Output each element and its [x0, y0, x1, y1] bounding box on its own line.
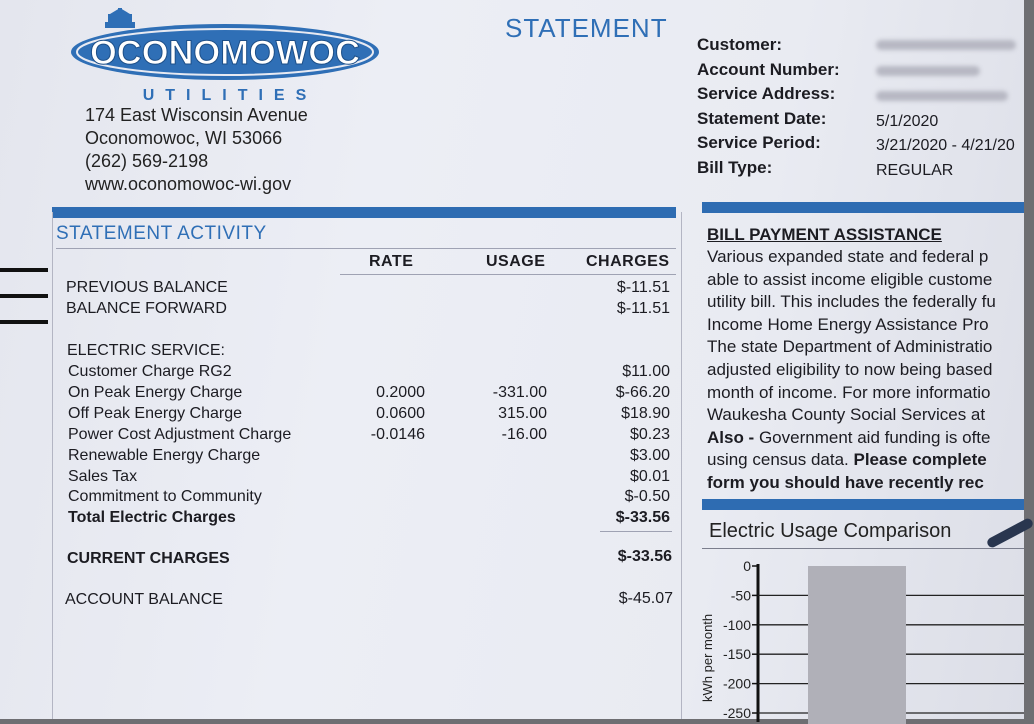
statement-title: STATEMENT	[505, 13, 668, 43]
binder-marks	[0, 268, 48, 346]
line-item-label: Power Cost Adjustment Charge	[68, 426, 292, 443]
service-address-label: Service Address:	[697, 84, 836, 104]
line-item-charges: $11.00	[622, 363, 670, 380]
customer-label: Customer:	[697, 35, 783, 54]
address-street: 174 East Wisconsin Avenue	[85, 105, 308, 125]
logo-name-text: OCONOMOWOC	[90, 34, 360, 72]
activity-title: STATEMENT ACTIVITY	[56, 223, 267, 244]
line-item-rate: 0.2000	[376, 384, 425, 401]
line-item-label: Sales Tax	[68, 468, 138, 485]
bill-payment-assistance-text	[707, 246, 996, 495]
bill-payment-assistance-title: BILL PAYMENT ASSISTANCE	[707, 225, 942, 244]
line-item-label: On Peak Energy Charge	[68, 384, 243, 401]
statement-date-value: 5/1/2020	[876, 112, 939, 130]
current-charges-label: CURRENT CHARGES	[67, 550, 230, 567]
assistance-line: adjusted eligibility to now being based	[707, 359, 993, 379]
activity-divider	[56, 248, 676, 249]
y-tick-label: -100	[722, 616, 751, 633]
oconomowoc-utilities-logo	[70, 8, 382, 108]
customer-info-labels	[697, 33, 840, 181]
service-period-label: Service Period:	[697, 133, 821, 153]
line-item-usage: 315.00	[498, 405, 547, 422]
usage-bar	[808, 566, 906, 724]
balance-forward-label: BALANCE FORWARD	[66, 300, 227, 317]
y-tick-label: -250	[722, 705, 751, 721]
address-city: Oconomowoc, WI 53066	[85, 128, 283, 148]
usage-chart-svg	[702, 552, 1024, 719]
address-website: www.oconomowoc-wi.gov	[85, 174, 292, 194]
previous-balance-charges: $-11.51	[616, 279, 670, 296]
line-item-label: Off Peak Energy Charge	[68, 405, 243, 422]
address-phone: (262) 569-2198	[85, 151, 209, 171]
service-period-value: 3/21/2020 - 4/21/20	[876, 137, 1015, 155]
charges-column-header: CHARGES	[586, 253, 670, 270]
y-axis-label: kWh per month	[700, 613, 715, 702]
assistance-line: utility bill. This includes the federally fu	[707, 292, 996, 312]
account-number-value-redacted	[876, 59, 1016, 85]
company-address	[85, 104, 308, 196]
assistance-line: month of income. For more informatio	[707, 382, 991, 402]
form-notice-text: form you should have recently rec	[707, 472, 984, 492]
balance-forward-charges: $-11.51	[616, 300, 670, 317]
usage-column-header: USAGE	[486, 253, 546, 270]
service-address-value-redacted	[876, 84, 1016, 110]
total-electric-charges: $-33.56	[615, 509, 670, 526]
usage-header-bar	[702, 499, 1024, 510]
line-item-charges: $18.90	[621, 405, 670, 422]
customer-value-redacted	[876, 33, 1016, 59]
assistance-line: Waukesha County Social Services at	[707, 405, 986, 425]
usage-comparison-title: Electric Usage Comparison	[709, 520, 952, 542]
assistance-line	[707, 427, 996, 450]
line-item-label: Customer Charge RG2	[68, 363, 232, 380]
y-tick-label: -50	[730, 587, 751, 604]
customer-info-values	[876, 33, 1016, 184]
logo-sub-text: UTILITIES	[142, 87, 318, 104]
previous-balance-label: PREVIOUS BALANCE	[66, 279, 228, 296]
assistance-line	[707, 472, 996, 495]
line-item-label: Commitment to Community	[68, 488, 262, 505]
statement-date-label: Statement Date:	[697, 108, 827, 128]
assistance-line-start: using census data.	[707, 450, 854, 470]
usage-title-underline	[702, 548, 1024, 549]
current-charges-amount: $-33.56	[617, 548, 672, 565]
account-balance-amount: $-45.07	[618, 590, 673, 607]
also-label: Also -	[707, 427, 755, 447]
line-item-charges: $-0.50	[624, 488, 670, 505]
line-item-usage: -16.00	[501, 426, 547, 443]
assistance-line	[707, 449, 996, 472]
line-item-charges: $0.01	[629, 468, 670, 485]
column-header-underline	[340, 274, 676, 275]
account-balance-label: ACCOUNT BALANCE	[65, 591, 223, 608]
line-item-charges: $-66.20	[615, 384, 670, 401]
y-tick-label: -200	[722, 675, 751, 692]
line-item-rate: -0.0146	[370, 426, 425, 443]
assistance-line: Various expanded state and federal p	[707, 247, 989, 266]
rate-column-header: RATE	[369, 253, 414, 270]
line-item-usage: -331.00	[492, 384, 547, 401]
please-complete-text: Please complete	[853, 450, 987, 470]
assistance-header-bar	[702, 202, 1024, 213]
usage-comparison-chart	[702, 552, 1024, 719]
assistance-line-rest: Government aid funding is ofte	[754, 427, 991, 447]
bill-type-label: Bill Type:	[697, 157, 773, 177]
line-item-charges: $3.00	[629, 447, 670, 464]
total-underline	[600, 531, 672, 532]
assistance-line: Income Home Energy Assistance Pro	[707, 314, 989, 334]
line-item-label: Renewable Energy Charge	[68, 447, 261, 464]
y-tick-label: 0	[743, 558, 751, 574]
account-number-label: Account Number:	[697, 59, 840, 79]
y-tick-label: -150	[722, 646, 751, 663]
assistance-line: The state Department of Administratio	[707, 337, 993, 357]
bill-type-value: REGULAR	[876, 161, 954, 179]
assistance-line: able to assist income eligible custome	[707, 269, 993, 289]
total-electric-label: Total Electric Charges	[68, 509, 236, 526]
line-item-rate: 0.0600	[376, 405, 425, 422]
line-item-charges: $0.23	[629, 426, 670, 443]
electric-service-label: ELECTRIC SERVICE:	[67, 342, 225, 359]
